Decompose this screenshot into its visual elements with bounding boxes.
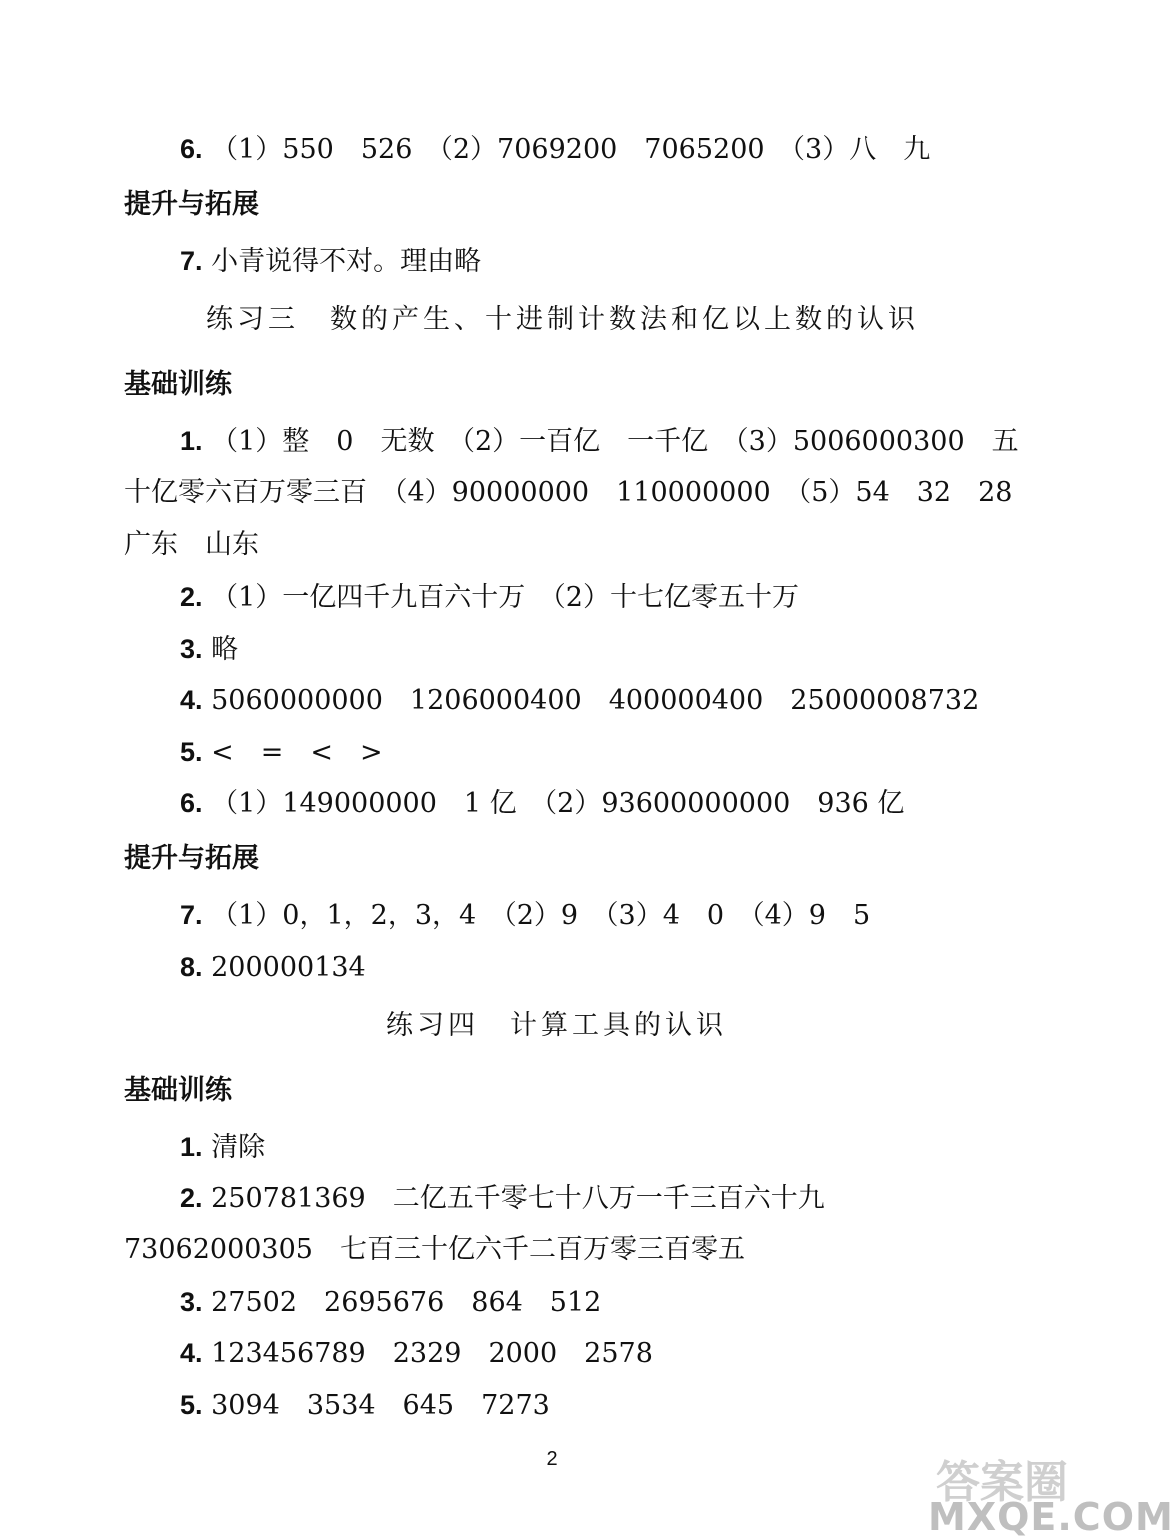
question-number: 1. xyxy=(180,426,203,456)
question-number: 3. xyxy=(180,634,203,664)
answer-line xyxy=(180,132,930,167)
question-number: 5. xyxy=(180,1390,203,1420)
answer-line xyxy=(180,950,366,985)
answer-text: （1）一亿四千九百六十万 （2）十七亿零五十万 xyxy=(211,582,799,613)
section-heading: 基础训练 xyxy=(124,1075,232,1106)
answer-line xyxy=(180,632,238,667)
section-heading: 提升与拓展 xyxy=(124,189,259,220)
answer-text: 27502 2695676 864 512 xyxy=(211,1287,602,1318)
page-number: 2 xyxy=(546,1448,558,1470)
watermark-url: MXQE.COM xyxy=(928,1495,1174,1539)
answer-text: 略 xyxy=(211,634,239,665)
question-number: 6. xyxy=(180,788,203,818)
answer-text: 清除 xyxy=(211,1132,266,1163)
question-number: 6. xyxy=(180,134,203,164)
answer-continuation: 广东 山东 xyxy=(124,529,259,560)
question-number: 1. xyxy=(180,1132,203,1162)
answer-text: （1）149000000 1 亿 （2）93600000000 936 亿 xyxy=(211,788,905,819)
question-number: 8. xyxy=(180,952,203,982)
question-number: 5. xyxy=(180,737,203,767)
answer-text: 3094 3534 645 7273 xyxy=(211,1390,550,1421)
answer-text: < = < > xyxy=(211,737,383,768)
exercise-title: 练习四 计算工具的认识 xyxy=(386,1010,727,1041)
answer-line xyxy=(180,786,904,821)
watermark-logo-text: 答案圈 xyxy=(936,1457,1068,1508)
answer-line xyxy=(180,683,979,718)
answer-text: （1）550 526 （2）7069200 7065200 （3）八 九 xyxy=(211,134,931,165)
answer-line xyxy=(180,1130,265,1165)
answer-continuation: 十亿零六百万零三百 （4）90000000 110000000 （5）54 32 28 xyxy=(124,477,1013,508)
question-number: 7. xyxy=(180,900,203,930)
answer-text: （1）0，1，2，3，4 （2）9 （3）4 0 （4）9 5 xyxy=(211,900,871,931)
question-number: 7. xyxy=(180,246,203,276)
answer-text: 123456789 2329 2000 2578 xyxy=(211,1338,653,1369)
answer-text: 小青说得不对。理由略 xyxy=(211,246,482,277)
answer-line xyxy=(180,1336,653,1371)
answer-line xyxy=(180,424,1019,459)
exercise-title: 练习三 数的产生、十进制计数法和亿以上数的认识 xyxy=(206,304,919,335)
answer-text: 5060000000 1206000400 400000400 25000008732 xyxy=(211,685,980,716)
answer-line xyxy=(180,1181,825,1216)
question-number: 2. xyxy=(180,1183,203,1213)
answer-text: 200000134 xyxy=(211,952,366,983)
question-number: 4. xyxy=(180,685,203,715)
answer-line xyxy=(180,244,481,279)
answer-line xyxy=(180,1388,550,1423)
question-number: 3. xyxy=(180,1287,203,1317)
question-number: 4. xyxy=(180,1338,203,1368)
question-number: 2. xyxy=(180,582,203,612)
answer-text: （1）整 0 无数 （2）一百亿 一千亿 （3）5006000300 五 xyxy=(211,426,1019,457)
answer-text: 250781369 二亿五千零七十八万一千三百六十九 xyxy=(211,1183,825,1214)
answer-line xyxy=(180,580,799,615)
answer-continuation: 73062000305 七百三十亿六千二百万零三百零五 xyxy=(124,1234,745,1265)
answer-line xyxy=(180,898,870,933)
answer-line xyxy=(180,735,383,770)
section-heading: 基础训练 xyxy=(124,369,232,400)
section-heading: 提升与拓展 xyxy=(124,843,259,874)
answer-line xyxy=(180,1285,601,1320)
